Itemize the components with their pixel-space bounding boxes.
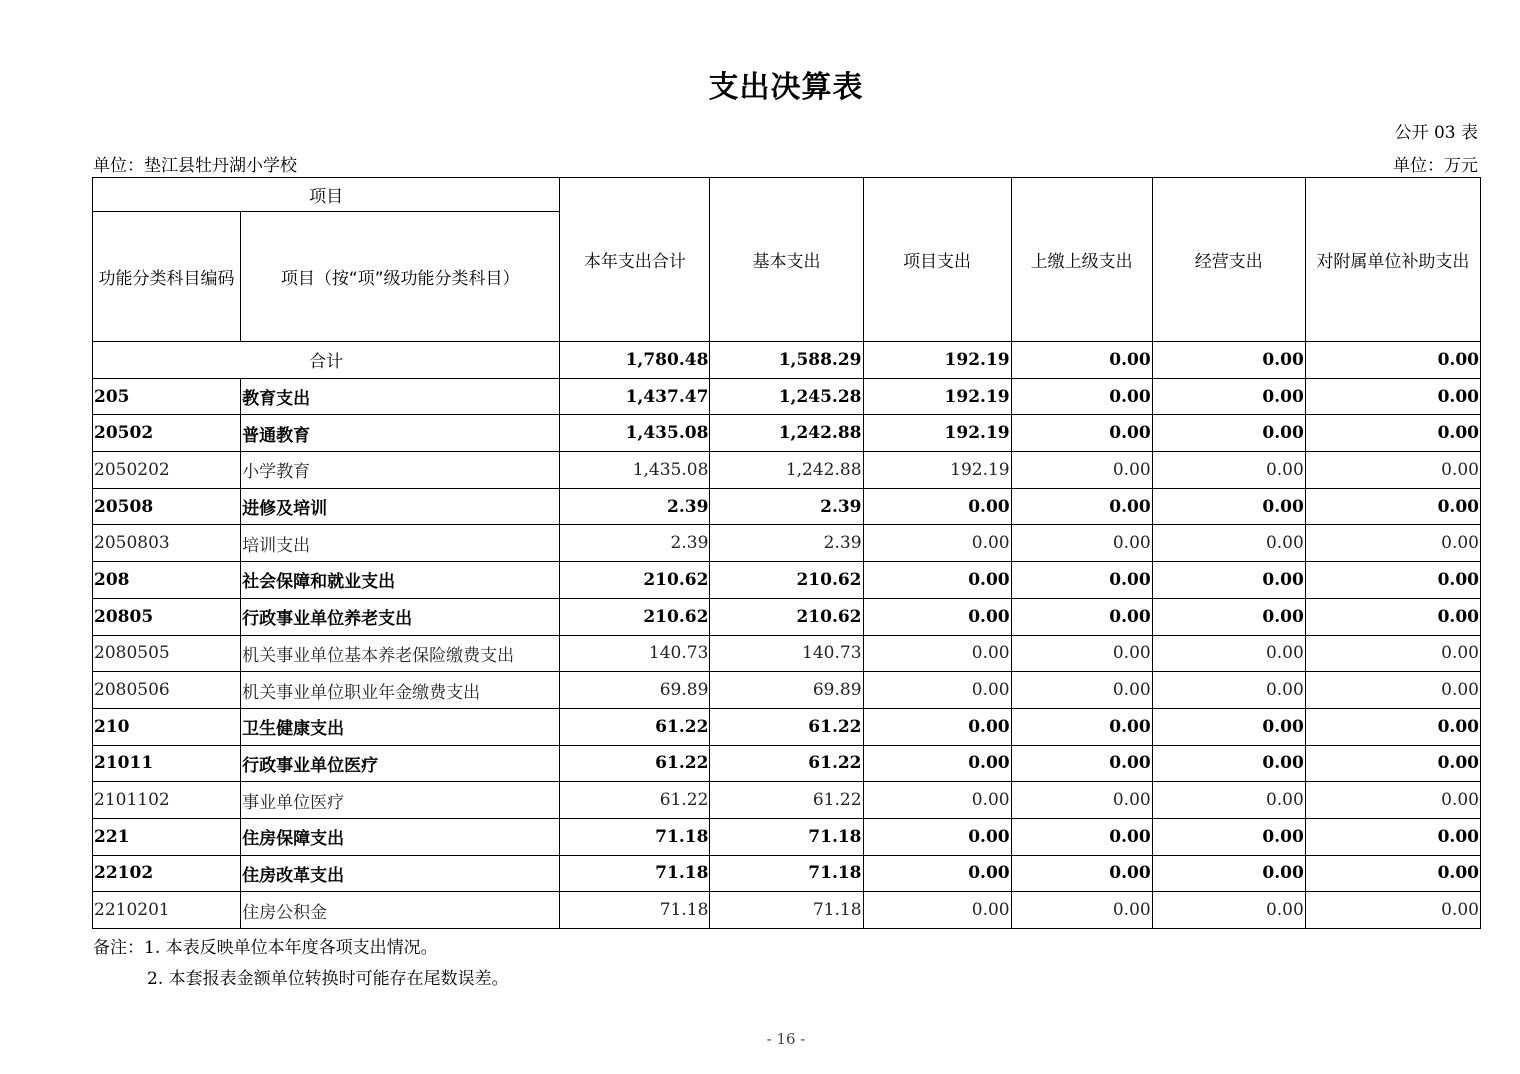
cell-total: 71.18 — [560, 818, 710, 855]
cell-total: 1,437.47 — [560, 378, 710, 415]
cell-business: 0.00 — [1152, 598, 1305, 635]
cell-name: 社会保障和就业支出 — [241, 562, 560, 599]
table-row — [93, 635, 1481, 672]
cell-basic: 69.89 — [710, 672, 863, 709]
header-business: 经营支出 — [1152, 178, 1305, 342]
cell-project: 192.19 — [863, 378, 1011, 415]
cell-upper: 0.00 — [1011, 745, 1152, 782]
cell-basic: 71.18 — [710, 855, 863, 892]
total-cell-total: 1,780.48 — [560, 342, 710, 379]
cell-upper: 0.00 — [1011, 635, 1152, 672]
cell-upper: 0.00 — [1011, 378, 1152, 415]
cell-project: 0.00 — [863, 782, 1011, 819]
cell-basic: 2.39 — [710, 488, 863, 525]
cell-name: 住房公积金 — [241, 892, 560, 929]
cell-project: 0.00 — [863, 745, 1011, 782]
cell-subsidy: 0.00 — [1305, 855, 1480, 892]
cell-basic: 1,245.28 — [710, 378, 863, 415]
cell-name: 卫生健康支出 — [241, 708, 560, 745]
table-row-total — [93, 342, 1481, 379]
cell-total: 2.39 — [560, 488, 710, 525]
cell-name: 事业单位医疗 — [241, 782, 560, 819]
header-subsidy: 对附属单位补助支出 — [1305, 178, 1480, 342]
cell-project: 0.00 — [863, 488, 1011, 525]
cell-project: 0.00 — [863, 635, 1011, 672]
cell-business: 0.00 — [1152, 415, 1305, 452]
cell-total: 61.22 — [560, 745, 710, 782]
total-cell-subsidy: 0.00 — [1305, 342, 1480, 379]
cell-upper: 0.00 — [1011, 782, 1152, 819]
cell-business: 0.00 — [1152, 635, 1305, 672]
cell-project: 0.00 — [863, 598, 1011, 635]
cell-total: 61.22 — [560, 782, 710, 819]
cell-upper: 0.00 — [1011, 562, 1152, 599]
table-row — [93, 708, 1481, 745]
total-cell-basic: 1,588.29 — [710, 342, 863, 379]
cell-code: 2101102 — [93, 782, 241, 819]
cell-code: 2210201 — [93, 892, 241, 929]
cell-total: 210.62 — [560, 562, 710, 599]
cell-upper: 0.00 — [1011, 855, 1152, 892]
cell-business: 0.00 — [1152, 672, 1305, 709]
cell-name: 机关事业单位基本养老保险缴费支出 — [241, 635, 560, 672]
cell-name: 行政事业单位医疗 — [241, 745, 560, 782]
cell-business: 0.00 — [1152, 525, 1305, 562]
cell-total: 140.73 — [560, 635, 710, 672]
cell-business: 0.00 — [1152, 745, 1305, 782]
cell-subsidy: 0.00 — [1305, 635, 1480, 672]
cell-name: 住房改革支出 — [241, 855, 560, 892]
cell-code: 20805 — [93, 598, 241, 635]
total-cell-upper: 0.00 — [1011, 342, 1152, 379]
cell-name: 机关事业单位职业年金缴费支出 — [241, 672, 560, 709]
cell-project: 0.00 — [863, 525, 1011, 562]
cell-basic: 2.39 — [710, 525, 863, 562]
cell-project: 0.00 — [863, 818, 1011, 855]
cell-code: 210 — [93, 708, 241, 745]
cell-business: 0.00 — [1152, 378, 1305, 415]
cell-code: 21011 — [93, 745, 241, 782]
table-row — [93, 525, 1481, 562]
cell-upper: 0.00 — [1011, 818, 1152, 855]
cell-total: 71.18 — [560, 892, 710, 929]
cell-upper: 0.00 — [1011, 415, 1152, 452]
cell-subsidy: 0.00 — [1305, 745, 1480, 782]
table-row — [93, 855, 1481, 892]
cell-total: 1,435.08 — [560, 415, 710, 452]
table-row — [93, 818, 1481, 855]
table-row — [93, 562, 1481, 599]
cell-project: 0.00 — [863, 562, 1011, 599]
cell-name: 普通教育 — [241, 415, 560, 452]
cell-subsidy: 0.00 — [1305, 892, 1480, 929]
note-2: 2. 本套报表金额单位转换时可能存在尾数误差。 — [147, 969, 509, 989]
cell-name: 教育支出 — [241, 378, 560, 415]
cell-basic: 210.62 — [710, 562, 863, 599]
cell-project: 0.00 — [863, 892, 1011, 929]
cell-name: 进修及培训 — [241, 488, 560, 525]
cell-upper: 0.00 — [1011, 708, 1152, 745]
cell-upper: 0.00 — [1011, 488, 1152, 525]
cell-business: 0.00 — [1152, 452, 1305, 489]
cell-name: 行政事业单位养老支出 — [241, 598, 560, 635]
cell-code: 22102 — [93, 855, 241, 892]
cell-basic: 71.18 — [710, 818, 863, 855]
cell-project: 192.19 — [863, 452, 1011, 489]
cell-subsidy: 0.00 — [1305, 782, 1480, 819]
cell-subsidy: 0.00 — [1305, 598, 1480, 635]
cell-upper: 0.00 — [1011, 892, 1152, 929]
cell-upper: 0.00 — [1011, 525, 1152, 562]
cell-subsidy: 0.00 — [1305, 452, 1480, 489]
cell-subsidy: 0.00 — [1305, 488, 1480, 525]
table-row — [93, 452, 1481, 489]
notes — [93, 933, 509, 995]
total-cell-business: 0.00 — [1152, 342, 1305, 379]
header-total: 本年支出合计 — [560, 178, 710, 342]
cell-name: 培训支出 — [241, 525, 560, 562]
table-row — [93, 598, 1481, 635]
page-number: - 16 - — [766, 1030, 806, 1048]
cell-code: 20508 — [93, 488, 241, 525]
total-label: 合计 — [93, 342, 560, 379]
cell-name: 住房保障支出 — [241, 818, 560, 855]
table-row — [93, 782, 1481, 819]
cell-basic: 71.18 — [710, 892, 863, 929]
cell-subsidy: 0.00 — [1305, 672, 1480, 709]
cell-code: 2080506 — [93, 672, 241, 709]
header-upper: 上缴上级支出 — [1011, 178, 1152, 342]
table-row — [93, 745, 1481, 782]
cell-code: 221 — [93, 818, 241, 855]
cell-subsidy: 0.00 — [1305, 818, 1480, 855]
cell-subsidy: 0.00 — [1305, 525, 1480, 562]
cell-business: 0.00 — [1152, 488, 1305, 525]
cell-business: 0.00 — [1152, 782, 1305, 819]
cell-business: 0.00 — [1152, 818, 1305, 855]
cell-business: 0.00 — [1152, 855, 1305, 892]
cell-upper: 0.00 — [1011, 452, 1152, 489]
cell-project: 0.00 — [863, 672, 1011, 709]
form-number: 公开 03 表 — [1394, 123, 1478, 143]
cell-basic: 61.22 — [710, 782, 863, 819]
cell-code: 2080505 — [93, 635, 241, 672]
header-name: 项目（按“项”级功能分类科目） — [241, 212, 560, 342]
unit-organization: 单位：垫江县牡丹湖小学校 — [93, 156, 297, 176]
cell-total: 69.89 — [560, 672, 710, 709]
table-row — [93, 378, 1481, 415]
expenditure-table — [92, 177, 1481, 929]
cell-basic: 140.73 — [710, 635, 863, 672]
cell-subsidy: 0.00 — [1305, 708, 1480, 745]
cell-basic: 1,242.88 — [710, 452, 863, 489]
header-basic: 基本支出 — [710, 178, 863, 342]
cell-total: 2.39 — [560, 525, 710, 562]
cell-name: 小学教育 — [241, 452, 560, 489]
header-code: 功能分类科目编码 — [93, 212, 241, 342]
cell-total: 1,435.08 — [560, 452, 710, 489]
unit-currency: 单位：万元 — [1393, 156, 1478, 176]
cell-upper: 0.00 — [1011, 598, 1152, 635]
table-row — [93, 672, 1481, 709]
cell-basic: 1,242.88 — [710, 415, 863, 452]
cell-total: 71.18 — [560, 855, 710, 892]
cell-project: 192.19 — [863, 415, 1011, 452]
cell-subsidy: 0.00 — [1305, 562, 1480, 599]
cell-business: 0.00 — [1152, 708, 1305, 745]
cell-code: 2050803 — [93, 525, 241, 562]
cell-subsidy: 0.00 — [1305, 415, 1480, 452]
page-title: 支出决算表 — [708, 70, 864, 105]
cell-code: 208 — [93, 562, 241, 599]
header-project: 项目 — [93, 178, 560, 212]
cell-project: 0.00 — [863, 708, 1011, 745]
cell-basic: 61.22 — [710, 708, 863, 745]
table-row — [93, 488, 1481, 525]
cell-code: 2050202 — [93, 452, 241, 489]
cell-business: 0.00 — [1152, 562, 1305, 599]
cell-subsidy: 0.00 — [1305, 378, 1480, 415]
cell-total: 210.62 — [560, 598, 710, 635]
cell-business: 0.00 — [1152, 892, 1305, 929]
cell-basic: 61.22 — [710, 745, 863, 782]
cell-code: 205 — [93, 378, 241, 415]
cell-code: 20502 — [93, 415, 241, 452]
table-row — [93, 415, 1481, 452]
header-project-expense: 项目支出 — [863, 178, 1011, 342]
note-1: 备注：1. 本表反映单位本年度各项支出情况。 — [93, 938, 438, 958]
table-row — [93, 892, 1481, 929]
cell-total: 61.22 — [560, 708, 710, 745]
cell-upper: 0.00 — [1011, 672, 1152, 709]
cell-basic: 210.62 — [710, 598, 863, 635]
total-cell-project: 192.19 — [863, 342, 1011, 379]
cell-project: 0.00 — [863, 855, 1011, 892]
